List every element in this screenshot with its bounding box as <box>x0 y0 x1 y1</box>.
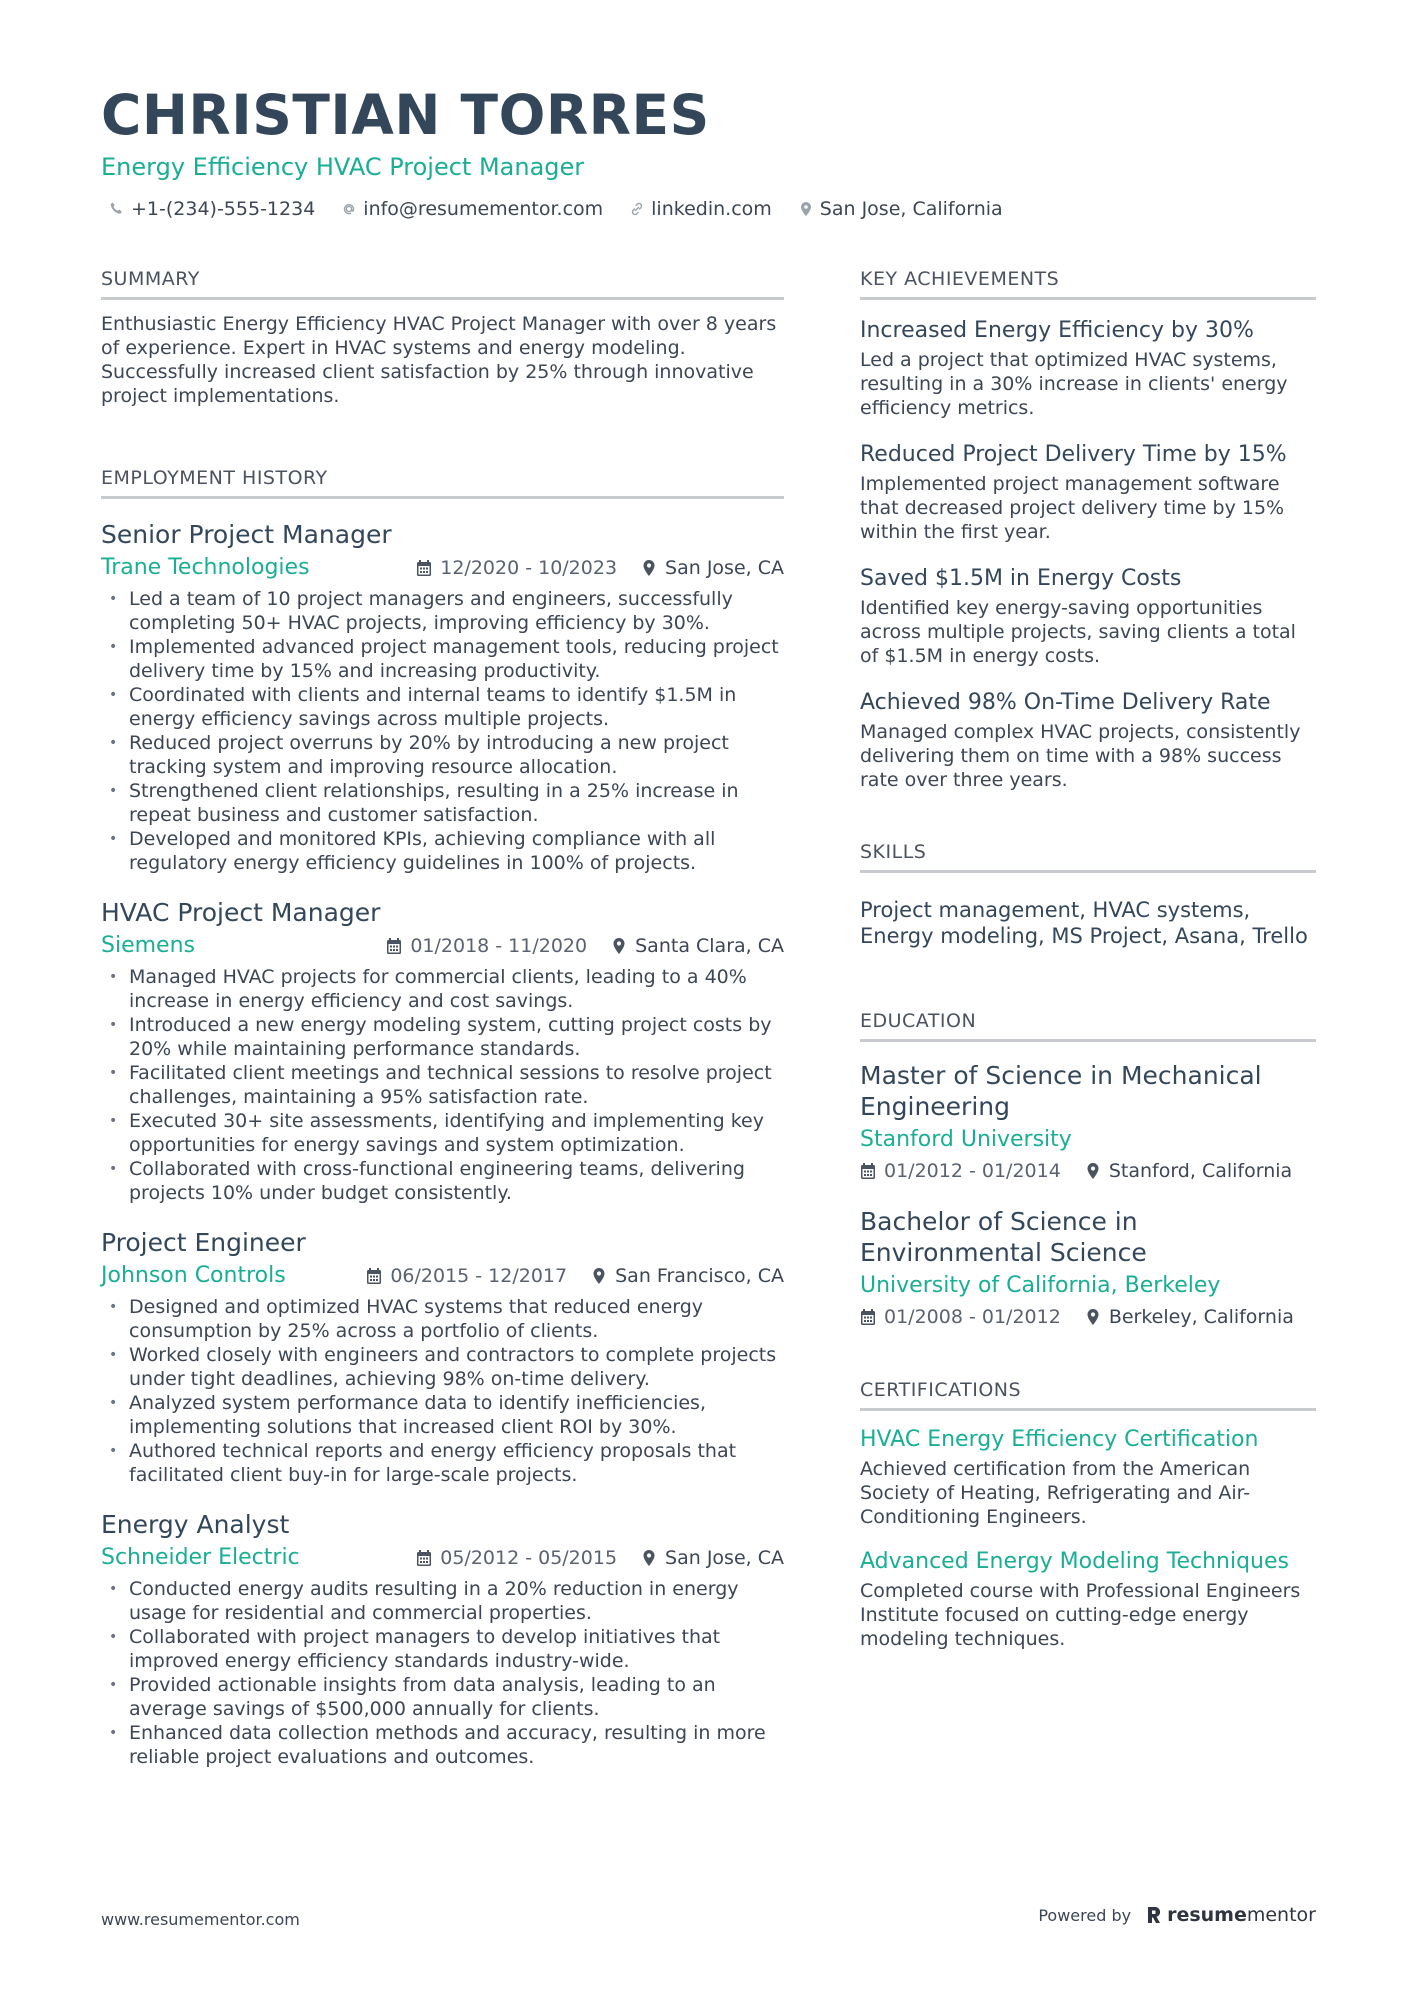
location-pin-icon <box>641 1549 657 1567</box>
powered-by-label: Powered by <box>1038 1905 1132 1925</box>
job-meta <box>101 1261 784 1291</box>
achievement-desc: Identified key energy-saving opportunities across multiple projects, saving clients a total of $1.5M in energy costs. <box>860 597 1296 667</box>
email-text: info@resumementor.com <box>363 198 604 220</box>
job-dates-text: 05/2012 - 05/2015 <box>440 1547 618 1569</box>
job-location <box>641 1543 784 1573</box>
resumementor-logo-icon <box>1145 1905 1163 1925</box>
achievement-item <box>860 316 1316 420</box>
education-dates-text: 01/2008 - 01/2012 <box>884 1306 1061 1328</box>
job-bullets <box>101 587 784 875</box>
job-dates-text: 01/2018 - 11/2020 <box>410 935 588 957</box>
skills-text: Project management, HVAC systems, Energy modeling, MS Project, Asana, Trello <box>860 898 1308 948</box>
job-bullets <box>101 1577 784 1769</box>
job-location-text: San Francisco, CA <box>615 1265 784 1287</box>
education-degree: Master of Science in Mechanical Engineering <box>860 1061 1262 1121</box>
summary-text: Enthusiastic Energy Efficiency HVAC Project Manager with over 8 years of experience. Expert in HVAC systems and energy modeling. Successfully increased client satisfaction by 25% through innovative project implementations. <box>101 313 777 407</box>
company-name: Johnson Controls <box>101 1263 286 1288</box>
job-dates <box>416 1543 617 1573</box>
location-pin-icon <box>611 937 627 955</box>
achievement-desc: Led a project that optimized HVAC systems, resulting in a 30% increase in clients' energy efficiency metrics. <box>860 349 1288 419</box>
job-dates <box>366 1261 567 1291</box>
achievements-heading: KEY ACHIEVEMENTS <box>860 267 1316 300</box>
calendar-icon <box>416 559 432 577</box>
job-location <box>611 931 784 961</box>
job-location-text: San Jose, CA <box>665 557 784 579</box>
at-icon <box>341 201 357 217</box>
job-title: Senior Project Manager <box>101 520 392 549</box>
list-item: • Executed 30+ site assessments, identifying and implementing key opportunities for energy savings and system optimization. <box>101 1109 784 1157</box>
right-column <box>860 267 1316 1651</box>
location-text: San Jose, California <box>819 198 1003 220</box>
company-name: Trane Technologies <box>101 555 310 580</box>
candidate-name: CHRISTIAN TORRES <box>101 83 710 147</box>
brand-bold-text: resume <box>1167 1904 1247 1926</box>
achievement-title: Increased Energy Efficiency by 30% <box>860 318 1254 343</box>
list-item: • Reduced project overruns by 20% by introducing a new project tracking system and improving resource allocation. <box>101 731 784 779</box>
location-pin-icon <box>1085 1308 1101 1326</box>
footer-powered <box>1038 1904 1316 1926</box>
achievement-item <box>860 564 1316 668</box>
achievement-title: Achieved 98% On-Time Delivery Rate <box>860 690 1271 715</box>
skills-heading: SKILLS <box>860 840 1316 873</box>
job-title: Energy Analyst <box>101 1510 290 1539</box>
list-item: • Managed HVAC projects for commercial clients, leading to a 40% increase in energy efficiency and cost savings. <box>101 965 784 1013</box>
contact-location <box>798 198 1003 220</box>
calendar-icon <box>416 1549 432 1567</box>
calendar-icon <box>860 1162 876 1180</box>
education-location <box>1085 1156 1292 1186</box>
job-location <box>641 553 784 583</box>
education-dates <box>860 1156 1061 1186</box>
list-item: • Implemented advanced project management tools, reducing project delivery time by 15% and increasing productivity. <box>101 635 784 683</box>
candidate-role: Energy Efficiency HVAC Project Manager <box>101 153 585 181</box>
achievement-desc: Managed complex HVAC projects, consistently delivering them on time with a 98% success rate over three years. <box>860 721 1301 791</box>
location-pin-icon <box>798 201 814 217</box>
achievement-title: Reduced Project Delivery Time by 15% <box>860 442 1287 467</box>
employment-heading: EMPLOYMENT HISTORY <box>101 466 784 499</box>
list-item: • Developed and monitored KPIs, achieving compliance with all regulatory energy efficiency guidelines in 100% of projects. <box>101 827 784 875</box>
certification-item <box>860 1425 1316 1529</box>
job-location <box>591 1261 784 1291</box>
education-section <box>860 1009 1316 1332</box>
job-entry <box>101 1509 784 1769</box>
brand-logo[interactable] <box>1145 1904 1316 1926</box>
education-meta <box>860 1156 1316 1186</box>
job-meta <box>101 553 784 583</box>
education-location <box>1085 1302 1294 1332</box>
phone-icon <box>109 201 125 217</box>
education-meta <box>860 1302 1316 1332</box>
calendar-icon <box>860 1308 876 1326</box>
job-title: HVAC Project Manager <box>101 898 381 927</box>
link-icon <box>629 201 645 217</box>
list-item: • Introduced a new energy modeling system, cutting project costs by 20% while maintaining performance standards. <box>101 1013 784 1061</box>
left-column <box>101 267 784 1769</box>
education-location-text: Berkeley, California <box>1108 1306 1294 1328</box>
job-dates <box>386 931 587 961</box>
job-entry <box>101 519 784 875</box>
achievements-section <box>860 267 1316 792</box>
list-item: • Led a team of 10 project managers and engineers, successfully completing 50+ HVAC projects, improving efficiency by 30%. <box>101 587 784 635</box>
certification-item <box>860 1547 1316 1651</box>
company-name: Schneider Electric <box>101 1545 300 1570</box>
education-school: University of California, Berkeley <box>860 1273 1221 1298</box>
education-item <box>860 1060 1316 1186</box>
job-meta <box>101 931 784 961</box>
job-bullets <box>101 1295 784 1487</box>
linkedin-text: linkedin.com <box>651 198 772 220</box>
list-item: • Conducted energy audits resulting in a 20% reduction in energy usage for residential and commercial properties. <box>101 1577 784 1625</box>
education-item <box>860 1206 1316 1332</box>
certifications-section <box>860 1378 1316 1651</box>
job-bullets <box>101 965 784 1205</box>
list-item: • Provided actionable insights from data analysis, leading to an average savings of $500,000 annually for clients. <box>101 1673 784 1721</box>
contact-phone <box>109 198 315 220</box>
education-dates <box>860 1302 1061 1332</box>
list-item: • Coordinated with clients and internal teams to identify $1.5M in energy efficiency savings across multiple projects. <box>101 683 784 731</box>
achievement-item <box>860 440 1316 544</box>
job-entry <box>101 1227 784 1487</box>
resume-header <box>101 80 1321 220</box>
list-item: • Worked closely with engineers and contractors to complete projects under tight deadlines, achieving 98% on-time delivery. <box>101 1343 784 1391</box>
phone-text: +1-(234)-555-1234 <box>131 198 316 220</box>
list-item: • Enhanced data collection methods and accuracy, resulting in more reliable project evaluations and outcomes. <box>101 1721 784 1769</box>
list-item: • Facilitated client meetings and technical sessions to resolve project challenges, maintaining a 95% satisfaction rate. <box>101 1061 784 1109</box>
education-heading: EDUCATION <box>860 1009 1316 1042</box>
contact-email[interactable] <box>341 198 603 220</box>
job-entry <box>101 897 784 1205</box>
achievement-item <box>860 688 1316 792</box>
job-dates-text: 12/2020 - 10/2023 <box>440 557 618 579</box>
list-item: • Designed and optimized HVAC systems that reduced energy consumption by 25% across a portfolio of clients. <box>101 1295 784 1343</box>
location-pin-icon <box>641 559 657 577</box>
location-pin-icon <box>1085 1162 1101 1180</box>
certification-desc: Achieved certification from the American Society of Heating, Refrigerating and Air-Conditioning Engineers. <box>860 1458 1251 1528</box>
location-pin-icon <box>591 1267 607 1285</box>
list-item: • Collaborated with project managers to develop initiatives that improved energy efficiency standards industry-wide. <box>101 1625 784 1673</box>
list-item: • Strengthened client relationships, resulting in a 25% increase in repeat business and customer satisfaction. <box>101 779 784 827</box>
certification-title: Advanced Energy Modeling Techniques <box>860 1549 1289 1574</box>
education-dates-text: 01/2012 - 01/2014 <box>884 1160 1061 1182</box>
list-item: • Analyzed system performance data to identify inefficiencies, implementing solutions that increased client ROI by 30%. <box>101 1391 784 1439</box>
certification-title: HVAC Energy Efficiency Certification <box>860 1427 1259 1452</box>
achievement-title: Saved $1.5M in Energy Costs <box>860 566 1182 591</box>
achievement-desc: Implemented project management software that decreased project delivery time by 15% within the first year. <box>860 473 1285 543</box>
education-location-text: Stanford, California <box>1108 1160 1293 1182</box>
education-degree: Bachelor of Science in Environmental Science <box>860 1207 1147 1267</box>
list-item: • Collaborated with cross-functional engineering teams, delivering projects 10% under budget consistently. <box>101 1157 784 1205</box>
job-meta <box>101 1543 784 1573</box>
job-dates-text: 06/2015 - 12/2017 <box>390 1265 568 1287</box>
calendar-icon <box>366 1267 382 1285</box>
calendar-icon <box>386 937 402 955</box>
company-name: Siemens <box>101 933 195 958</box>
footer-website[interactable]: www.resumementor.com <box>101 1910 300 1929</box>
job-title: Project Engineer <box>101 1228 306 1257</box>
certifications-heading: CERTIFICATIONS <box>860 1378 1316 1411</box>
list-item: • Authored technical reports and energy efficiency proposals that facilitated client buy-in for large-scale projects. <box>101 1439 784 1487</box>
job-location-text: Santa Clara, CA <box>635 935 784 957</box>
contact-bar <box>101 198 1321 220</box>
contact-linkedin[interactable] <box>629 198 772 220</box>
skills-section <box>860 840 1316 949</box>
summary-section <box>101 267 784 408</box>
summary-heading: SUMMARY <box>101 267 784 300</box>
job-location-text: San Jose, CA <box>665 1547 784 1569</box>
certification-desc: Completed course with Professional Engineers Institute focused on cutting-edge energy modeling techniques. <box>860 1580 1301 1650</box>
employment-section <box>101 466 784 1769</box>
education-school: Stanford University <box>860 1127 1072 1152</box>
brand-rest-text: mentor <box>1246 1904 1316 1926</box>
job-dates <box>416 553 617 583</box>
